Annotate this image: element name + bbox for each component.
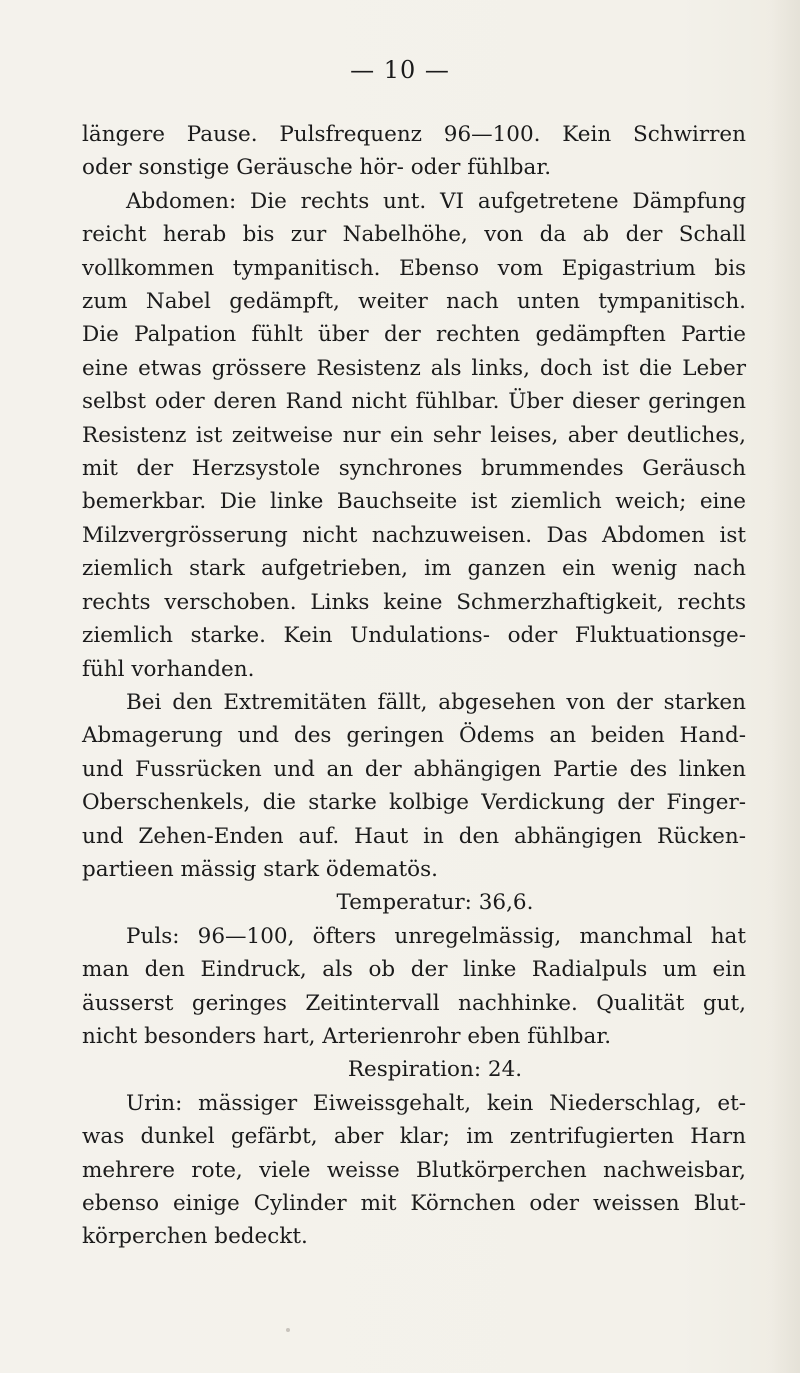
text-line: bemerkbar. Die linke Bauchseite ist ziemlich weich; eine <box>82 489 746 515</box>
text-line: und Fussrücken und an der abhängigen Partie des linken <box>82 756 746 782</box>
text-line: Die Palpation fühlt über der rechten gedämpften Partie <box>82 322 746 348</box>
text-line: rechts verschoben. Links keine Schmerzhaftigkeit, rechts <box>82 589 746 615</box>
text-line: Abmagerung und des geringen Ödems an beiden Hand- <box>82 723 746 749</box>
text-line: eine etwas grössere Resistenz als links, doch ist die Leber <box>82 355 746 381</box>
paragraph-start-line: Puls: 96—100, öfters unregelmässig, manchmal hat <box>126 923 746 949</box>
page-number: — 10 — <box>350 56 450 84</box>
text-line: zum Nabel gedämpft, weiter nach unten tympanitisch. <box>82 289 746 315</box>
respiration-line: Respiration: 24. <box>347 1057 523 1083</box>
text-line: längere Pause. Pulsfrequenz 96—100. Kein Schwirren <box>82 122 746 147</box>
text-line: partieen mässig stark ödematös. <box>82 856 438 882</box>
text-line: mehrere rote, viele weisse Blutkörperchen nachweisbar, <box>82 1157 746 1183</box>
paragraph-start-line: Urin: mässiger Eiweissgehalt, kein Niederschlag, et- <box>126 1090 746 1116</box>
paragraph-start-line: Abdomen: Die rechts unt. VI aufgetretene Dämpfung <box>126 188 746 214</box>
text-line: man den Eindruck, als ob der linke Radialpuls um ein <box>82 957 746 983</box>
text-line: was dunkel gefärbt, aber klar; im zentrifugierten Harn <box>82 1124 746 1150</box>
text-line: reicht herab bis zur Nabelhöhe, von da ab der Schall <box>82 222 746 248</box>
text-line: vollkommen tympanitisch. Ebenso vom Epigastrium bis <box>82 255 746 281</box>
text-line: nicht besonders hart, Arterienrohr eben fühlbar. <box>82 1023 612 1049</box>
text-line: oder sonstige Geräusche hör- oder fühlbar. <box>82 155 552 181</box>
text-line: fühl vorhanden. <box>82 656 255 682</box>
text-line: Resistenz ist zeitweise nur ein sehr leises, aber deutliches, <box>82 422 746 448</box>
body-text <box>82 118 746 1254</box>
text-line: ebenso einige Cylinder mit Körnchen oder weissen Blut- <box>82 1191 746 1216</box>
paper-speck <box>286 1328 290 1332</box>
paragraph-start-line: Bei den Extremitäten fällt, abgesehen von der starken <box>126 689 746 715</box>
text-line: körperchen bedeckt. <box>82 1224 308 1250</box>
temperature-line: Temperatur: 36,6. <box>336 890 534 916</box>
text-line: Milzvergrösserung nicht nachzuweisen. Das Abdomen ist <box>82 522 746 548</box>
text-line: ziemlich starke. Kein Undulations- oder Fluktuationsge- <box>82 623 746 649</box>
text-line: ziemlich stark aufgetrieben, im ganzen ein wenig nach <box>82 556 746 582</box>
text-line: mit der Herzsystole synchrones brummendes Geräusch <box>82 456 746 482</box>
text-line: und Zehen-Enden auf. Haut in den abhängigen Rücken- <box>82 823 746 849</box>
text-line: Oberschenkels, die starke kolbige Verdickung der Finger- <box>82 790 746 816</box>
scan-edge-shadow <box>770 0 800 1373</box>
text-line: selbst oder deren Rand nicht fühlbar. Über dieser geringen <box>82 389 746 415</box>
text-line: äusserst geringes Zeitintervall nachhinke. Qualität gut, <box>82 990 746 1016</box>
